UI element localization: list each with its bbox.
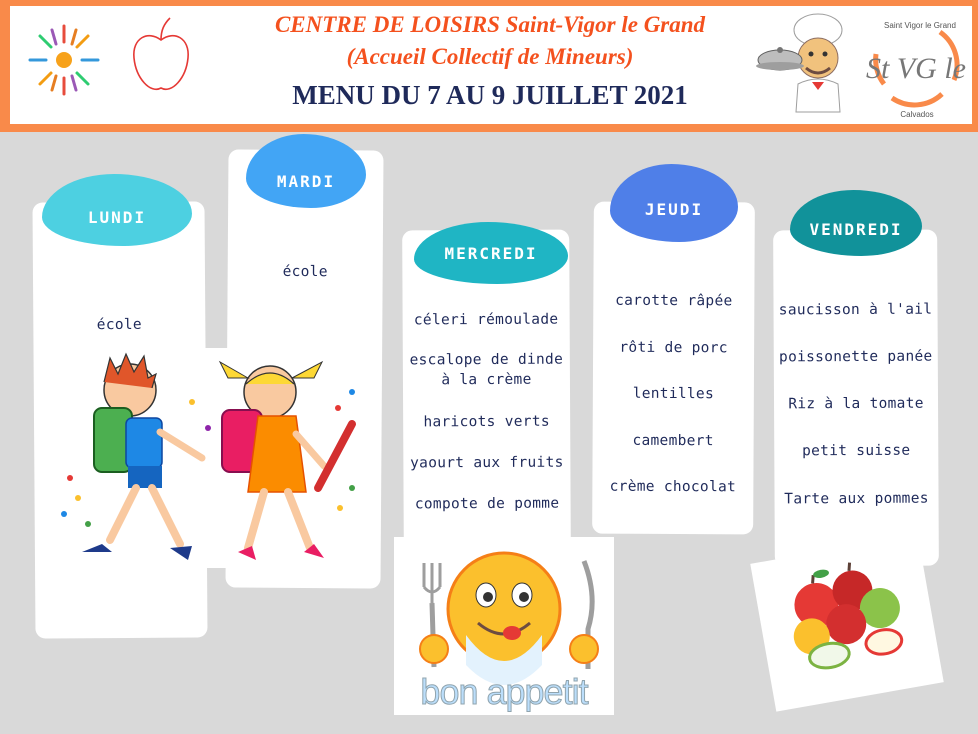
schoolkids-illustration: [52, 348, 368, 568]
mercredi-item-5: compote de pomme: [414, 495, 560, 513]
logo-monogram: St VG le: [866, 52, 966, 85]
day-name-lundi: LUNDI: [87, 208, 147, 227]
saint-vigor-logo: [862, 6, 968, 120]
bon-appetit-image: [394, 537, 614, 715]
day-name-jeudi: JEUDI: [644, 200, 704, 219]
bon-appetit-text: bon appetit: [420, 671, 588, 712]
day-label-mercredi: [414, 222, 568, 284]
apples-image: [750, 534, 943, 711]
day-label-lundi: [42, 174, 192, 246]
kids-circle-logo: [16, 16, 112, 102]
day-label-mardi: [246, 134, 366, 208]
lundi-item-1: école: [96, 316, 142, 334]
apple-icon: [128, 14, 194, 98]
vendredi-item-2: poissonette panée: [778, 348, 933, 366]
jeudi-item-3: lentilles: [632, 385, 715, 403]
logo-top-text: Saint Vigor le Grand: [884, 21, 956, 30]
jeudi-item-4: camembert: [632, 432, 714, 450]
day-name-mardi: MARDI: [276, 172, 336, 191]
day-label-vendredi: [790, 190, 922, 256]
header-panel: [10, 6, 972, 124]
vendredi-item-3: Riz à la tomate: [788, 395, 924, 413]
mercredi-item-2: escalope de dinde à la crème: [409, 351, 564, 389]
title-accueil-collectif: (Accueil Collectif de Mineurs): [346, 44, 634, 69]
card-vendredi: [773, 230, 939, 567]
jeudi-item-2: rôti de porc: [619, 339, 728, 357]
card-jeudi: [592, 202, 755, 535]
day-name-vendredi: VENDREDI: [809, 220, 903, 239]
jeudi-item-1: carotte râpée: [615, 292, 733, 310]
vendredi-item-5: Tarte aux pommes: [784, 490, 929, 508]
jeudi-item-5: crème chocolat: [609, 478, 737, 496]
vendredi-item-1: saucisson à l'ail: [778, 301, 933, 319]
mardi-item-1: école: [282, 263, 328, 281]
day-name-mercredi: MERCREDI: [444, 244, 538, 263]
mercredi-item-1: céleri rémoulade: [413, 311, 559, 329]
header-banner: [0, 0, 978, 132]
mercredi-item-3: haricots verts: [423, 413, 550, 431]
vendredi-item-4: petit suisse: [802, 442, 911, 460]
logo-bottom-text: Calvados: [900, 110, 934, 119]
title-menu-dates: MENU DU 7 AU 9 JUILLET 2021: [292, 80, 688, 110]
mercredi-item-4: yaourt aux fruits: [410, 454, 564, 472]
chef-icon: [754, 8, 864, 116]
day-label-jeudi: [610, 164, 738, 242]
title-centre-loisirs: CENTRE DE LOISIRS Saint-Vigor le Grand: [274, 12, 706, 37]
